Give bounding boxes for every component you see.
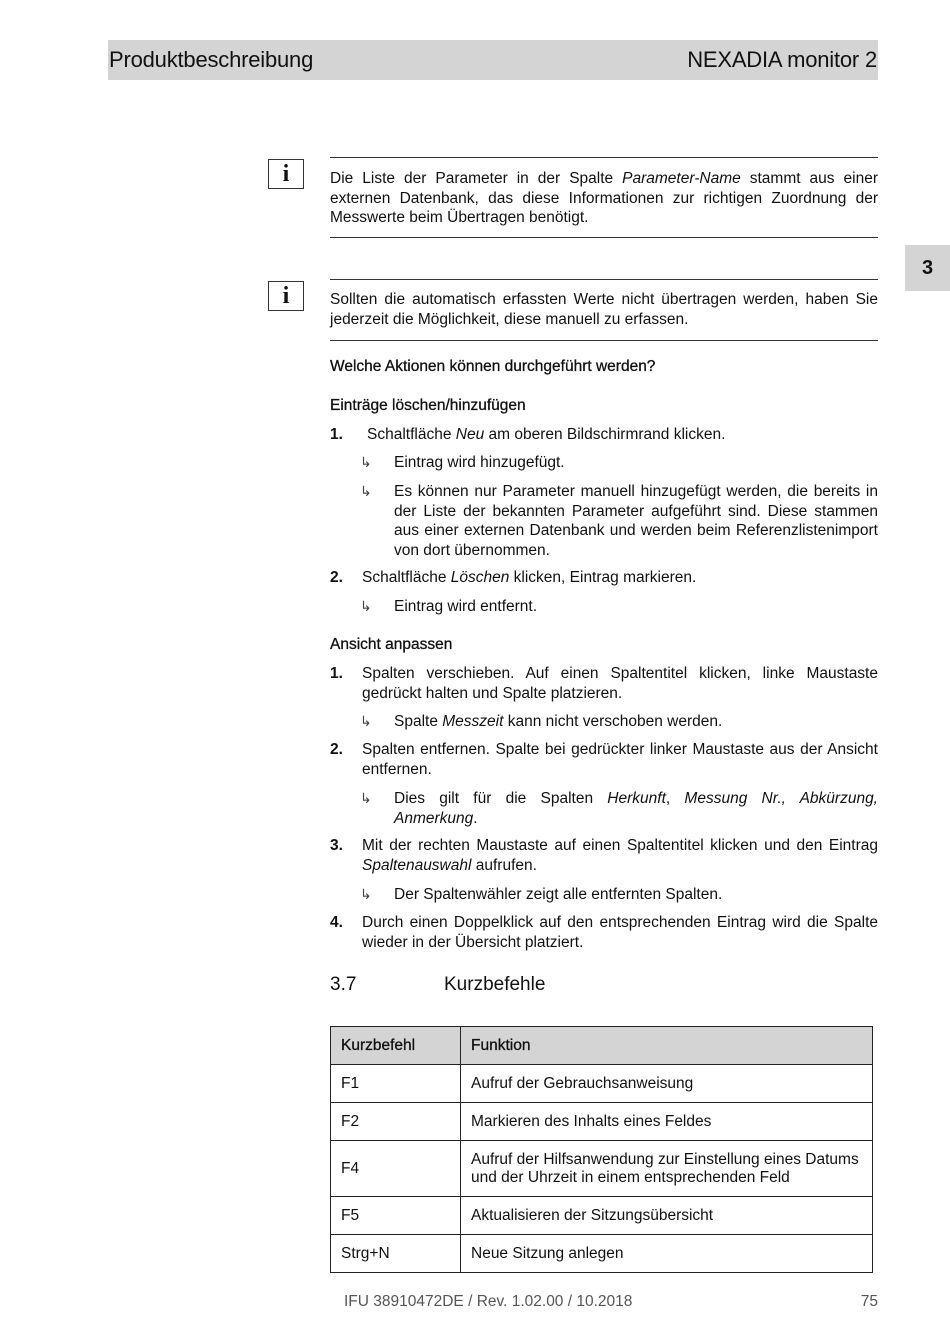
note-divider — [330, 237, 878, 238]
result-text: Eintrag wird entfernt. — [394, 598, 538, 615]
shortcut-key: F4 — [331, 1141, 461, 1197]
result-arrow-icon: ↳ — [360, 598, 372, 614]
shortcut-function: Aufruf der Gebrauchsanweisung — [461, 1065, 873, 1103]
result-text: Der Spaltenwähler zeigt alle entfernten Spalten. — [394, 886, 723, 903]
step-number: 3. — [330, 837, 343, 854]
shortcut-key: F5 — [331, 1197, 461, 1235]
step-text: Mit der rechten Maustaste auf einen Spaltentitel klicken und den Eintrag Spaltenauswahl aufrufen. — [362, 837, 878, 874]
page-header — [108, 40, 878, 80]
step-text: Spalten entfernen. Spalte bei gedrückter linker Maustaste aus der Ansicht entfernen. — [362, 741, 878, 778]
result-text: Eintrag wird hinzugefügt. — [394, 454, 565, 471]
page-number: 75 — [860, 1293, 878, 1310]
table-row — [331, 1235, 873, 1273]
step-number: 2. — [330, 569, 343, 586]
result-arrow-icon: ↳ — [360, 886, 372, 902]
info-icon: i — [268, 281, 304, 311]
result-arrow-icon: ↳ — [360, 713, 372, 729]
step-text: Spalten verschieben. Auf einen Spaltentitel klicken, linke Maustaste gedrückt halten und Spalte platzieren. — [362, 665, 878, 702]
table-row — [331, 1141, 873, 1197]
column-header: Funktion — [461, 1027, 873, 1065]
table-header-row — [331, 1027, 873, 1065]
shortcut-function: Aufruf der Hilfsanwendung zur Einstellung eines Datums und der Uhrzeit in einem entsprechenden Feld — [461, 1141, 873, 1197]
section-number: 3.7 — [330, 974, 357, 995]
footer-document-reference: IFU 38910472DE / Rev. 1.02.00 / 10.2018 — [344, 1293, 633, 1310]
section-title: Kurzbefehle — [444, 974, 546, 995]
result-arrow-icon: ↳ — [360, 454, 372, 470]
shortcut-function: Aktualisieren der Sitzungsübersicht — [461, 1197, 873, 1235]
table-row — [331, 1103, 873, 1141]
view-heading: Ansicht anpassen — [330, 636, 453, 653]
result-text: Dies gilt für die Spalten Herkunft, Messung Nr., Abkürzung, Anmerkung. — [394, 790, 878, 827]
add-remove-heading: Einträge löschen/hinzufügen — [330, 397, 526, 414]
step-text: Schaltfläche Neu am oberen Bildschirmrand klicken. — [367, 426, 726, 443]
chapter-tab: 3 — [905, 245, 950, 291]
header-product-name: NEXADIA monitor 2 — [687, 47, 877, 72]
shortcuts-table — [330, 1026, 873, 1273]
note-divider — [330, 157, 878, 158]
shortcut-key: F2 — [331, 1103, 461, 1141]
result-arrow-icon: ↳ — [360, 483, 372, 499]
note-1-text: Die Liste der Parameter in der Spalte Parameter-Name stammt aus einer externen Datenbank, das diese Informationen zur richtigen Zuordnung der Messwerte beim Übertragen benötigt. — [330, 170, 878, 226]
step-text: Durch einen Doppelklick auf den entsprechenden Eintrag wird die Spalte wieder in der Übersicht platziert. — [362, 914, 878, 951]
table-row — [331, 1065, 873, 1103]
step-number: 2. — [330, 741, 343, 758]
step-number: 1. — [330, 665, 343, 682]
step-number: 1. — [330, 426, 343, 443]
note-divider — [330, 340, 878, 341]
result-text: Spalte Messzeit kann nicht verschoben werden. — [394, 713, 723, 730]
result-arrow-icon: ↳ — [360, 790, 372, 806]
shortcut-function: Neue Sitzung anlegen — [461, 1235, 873, 1273]
shortcut-key: F1 — [331, 1065, 461, 1103]
table-row — [331, 1197, 873, 1235]
info-icon: i — [268, 159, 304, 189]
shortcut-key: Strg+N — [331, 1235, 461, 1273]
shortcut-function: Markieren des Inhalts eines Feldes — [461, 1103, 873, 1141]
column-header: Kurzbefehl — [331, 1027, 461, 1065]
step-number: 4. — [330, 914, 343, 931]
header-section-title: Produktbeschreibung — [109, 47, 314, 72]
actions-heading: Welche Aktionen können durchgeführt werden? — [330, 358, 656, 375]
note-divider — [330, 279, 878, 280]
result-text: Es können nur Parameter manuell hinzugefügt werden, die bereits in der Liste der bekannten Parameter aufgeführt sind. Diese stammen aus einer externen Datenbank und werden beim Referenzlistenimport von dort übernommen. — [394, 483, 878, 559]
step-text: Schaltfläche Löschen klicken, Eintrag markieren. — [362, 569, 697, 586]
note-2-text: Sollten die automatisch erfassten Werte nicht übertragen werden, haben Sie jederzeit die Möglichkeit, diese manuell zu erfassen. — [330, 291, 878, 328]
